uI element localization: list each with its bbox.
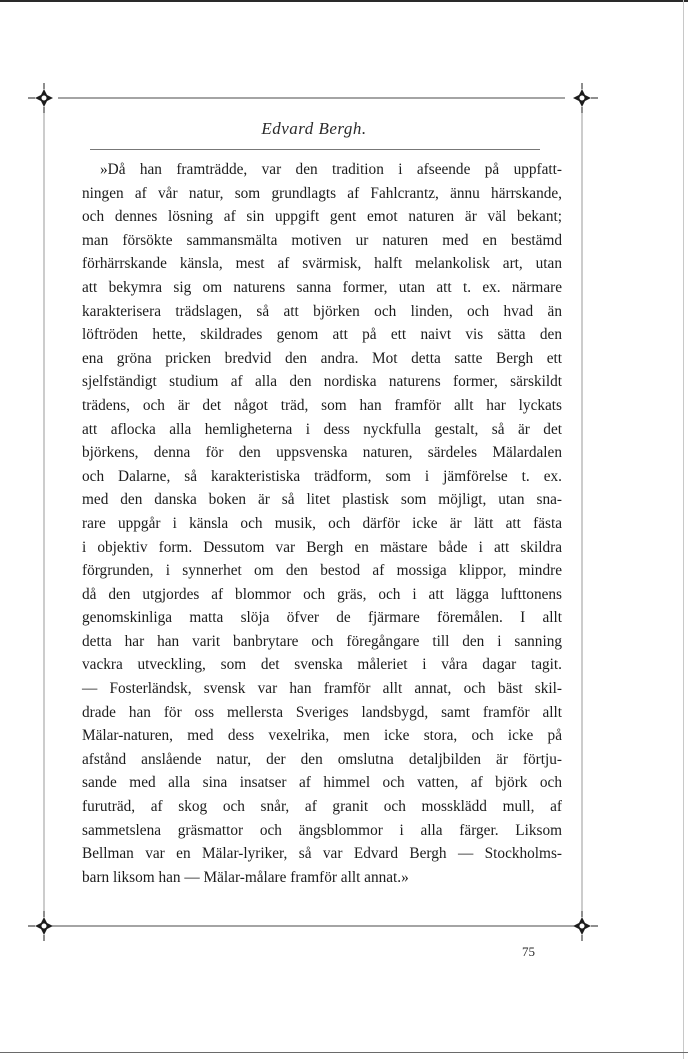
text-line: vackra utveckling, som det svenska måleriet i våra dagar tagit.	[82, 656, 562, 674]
text-line: förgrunden, i synnerhet om den bestod af mossiga klippor, mindre	[82, 562, 562, 580]
text-line: trädens, och är det något träd, som han framför allt har lyckats	[82, 396, 562, 414]
text-line: i objektiv form. Dessutom var Bergh en mästare både i att skildra	[82, 538, 562, 556]
text-line: och dennes lösning af sin uppgift gent emot naturen är väl bekant;	[82, 208, 562, 226]
text-line: att bekymra sig om naturens sanna former, utan att t. ex. närmare	[82, 278, 562, 296]
text-line: löftröden hette, skildrades genom att på ett naivt vis sätta den	[82, 326, 562, 344]
text-line: karakterisera trädslagen, så att björken och linden, och hvad än	[82, 302, 562, 320]
ornament-top-left	[28, 83, 53, 113]
text-line: ena gröna pricken bredvid den andra. Mot detta satte Bergh ett	[82, 349, 562, 367]
text-line: sjelfständigt studium af alla den nordiska naturens former, särskildt	[82, 373, 562, 391]
text-line: sande med alla sina insatser af himmel och vatten, af björk och	[82, 774, 562, 792]
text-line: furuträd, af skog och snår, af granit och mossklädd mull, af	[82, 798, 562, 816]
text-line: barn liksom han — Mälar-målare framför allt annat.»	[82, 868, 409, 886]
text-line: drade han för oss mellersta Sveriges landsbygd, samt framför allt	[82, 703, 562, 721]
text-line: då den utgjordes af blommor och gräs, och i att lägga lufttonens	[82, 585, 562, 603]
text-line: björkens, denna för den uppsvenska naturen, särdeles Mälardalen	[82, 444, 562, 462]
body-text	[82, 158, 562, 889]
text-line: »Då han framträdde, var den tradition i afseende på uppfatt-	[100, 161, 562, 178]
running-head-rule	[90, 149, 540, 150]
text-line: att aflocka alla hemligheterna i dess nyckfulla gestalt, så är det	[82, 420, 562, 438]
text-line: genomskinliga matta slöja öfver de fjärmare föremålen. I allt	[82, 609, 562, 627]
text-line: Bellman var en Mälar-lyriker, så var Edvard Bergh — Stockholms-	[82, 845, 562, 863]
text-line: detta har han varit banbrytare och föregångare till den i sanning	[82, 632, 562, 650]
text-line: afstånd anslående natur, der den omslutna detaljbilden är förtju-	[82, 750, 562, 768]
ornament-bottom-right	[573, 911, 598, 941]
text-line: förhärrskande känsla, mest af svärmisk, halft melankolisk art, utan	[82, 255, 562, 273]
text-line: ningen af vår natur, som grundlagts af Fahlcrantz, ännu härrskande,	[82, 184, 562, 202]
page-number: 75	[522, 944, 535, 959]
text-line: man försökte sammansmälta motiven ur naturen med en bestämd	[82, 231, 562, 249]
text-line: — Fosterländsk, svensk var han framför allt annat, och bäst skil-	[82, 680, 562, 698]
text-line: Mälar-naturen, med dess vexelrika, men icke stora, och icke på	[82, 727, 562, 745]
text-line: sammetslena gräsmattor och ängsblommor i alla färger. Liksom	[82, 821, 562, 839]
text-line: med den danska boken är så litet plastisk som möjligt, utan sna-	[82, 491, 562, 509]
text-line: rare uppgår i känsla och musik, och därför icke är lätt att fästa	[82, 514, 562, 532]
running-head: Edvard Bergh.	[261, 119, 367, 138]
text-line: och Dalarne, så karakteristiska trädform, som i jämförelse t. ex.	[82, 467, 562, 485]
ornament-top-right	[573, 83, 598, 113]
ornament-bottom-left	[28, 911, 53, 941]
